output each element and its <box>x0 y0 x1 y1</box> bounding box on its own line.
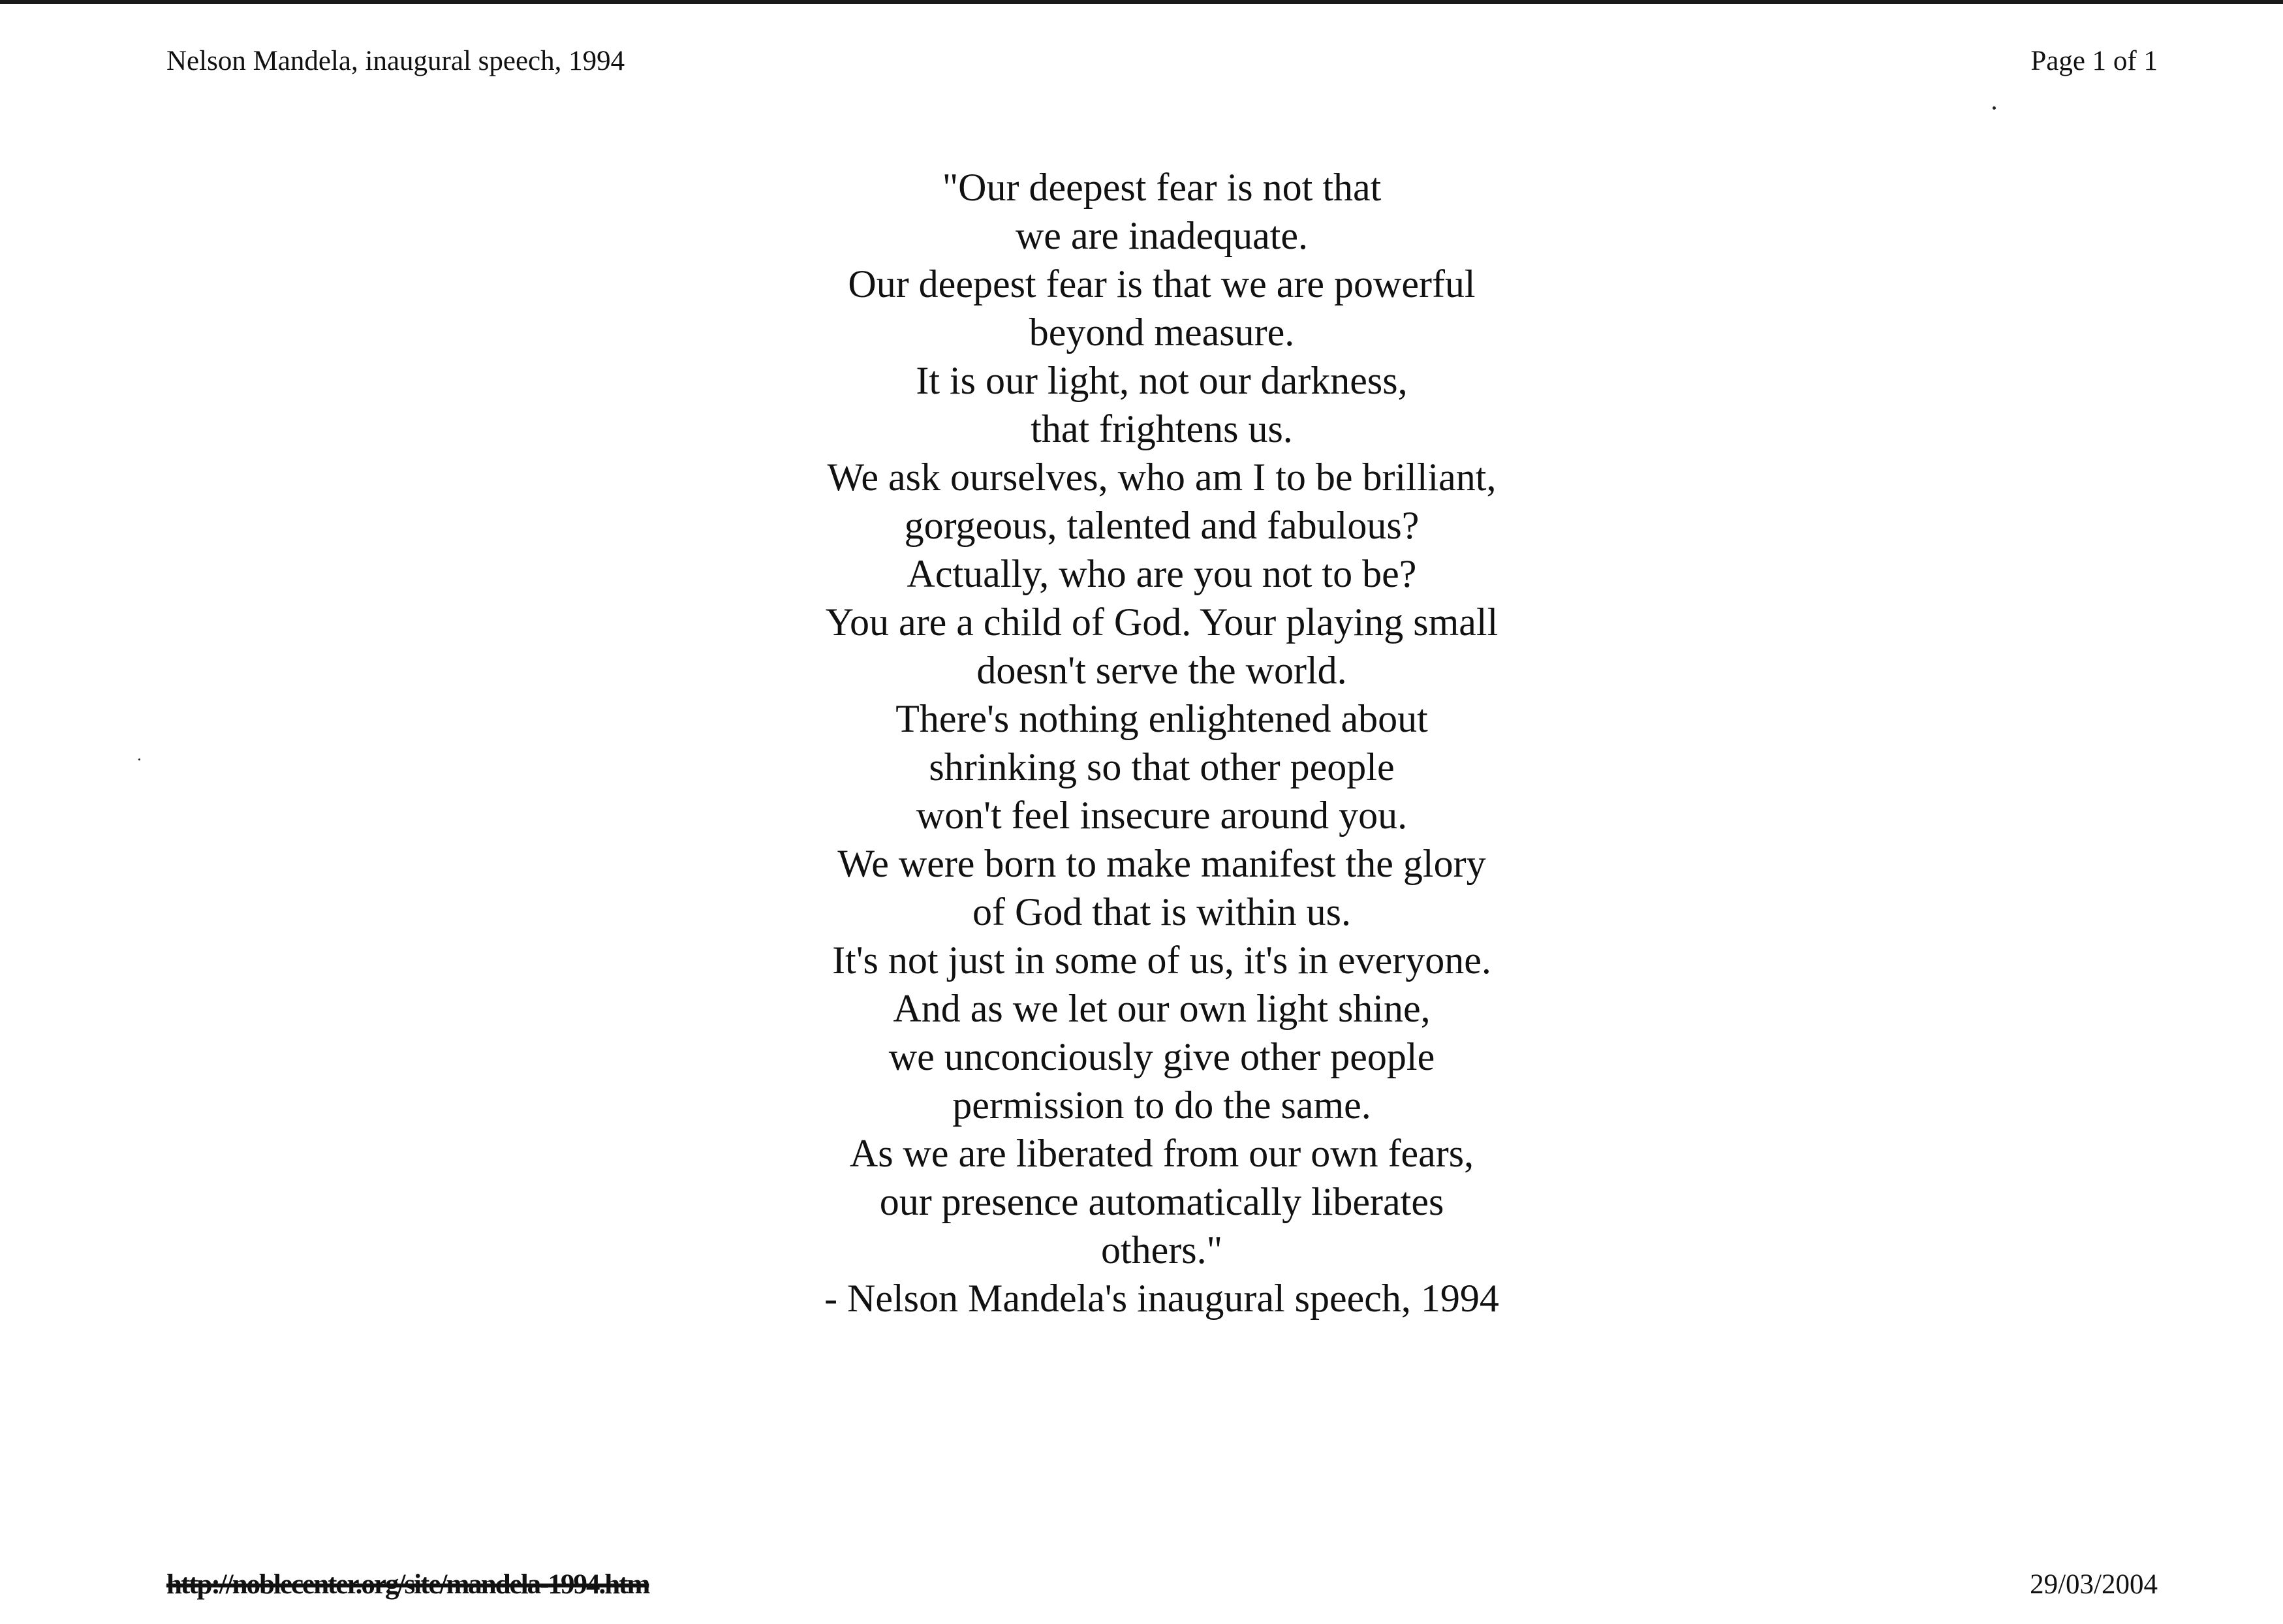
quote-line: As we are liberated from our own fears, <box>849 1132 1474 1175</box>
quote-line: gorgeous, talented and fabulous? <box>904 504 1420 547</box>
quote-line: that frightens us. <box>1031 407 1293 450</box>
top-border <box>0 0 2283 4</box>
scan-speck <box>1993 106 1996 110</box>
quote-attribution: - Nelson Mandela's inaugural speech, 1994 <box>824 1277 1499 1320</box>
quote-line: won't feel insecure around you. <box>916 794 1408 837</box>
quote-line: We ask ourselves, who am I to be brilliant, <box>827 456 1497 499</box>
quote-line: And as we let our own light shine, <box>893 987 1431 1030</box>
quote-line: permission to do the same. <box>952 1084 1371 1127</box>
quote-line: of God that is within us. <box>972 890 1351 933</box>
quote-line: others." <box>1100 1228 1223 1272</box>
quote-line: Our deepest fear is that we are powerful <box>848 262 1476 305</box>
quote-line: "Our deepest fear is not that <box>942 166 1382 209</box>
quote-line: We were born to make manifest the glory <box>837 842 1486 885</box>
scan-speck <box>138 758 140 760</box>
quote-line: You are a child of God. Your playing small <box>825 601 1499 644</box>
quote-line: beyond measure. <box>1029 311 1295 354</box>
quote-line: Actually, who are you not to be? <box>907 552 1417 595</box>
quote-line: doesn't serve the world. <box>976 649 1347 692</box>
quote-line: our presence automatically liberates <box>879 1180 1444 1223</box>
print-date: 29/03/2004 <box>2030 1569 2158 1600</box>
page-number: Page 1 of 1 <box>2030 46 2158 76</box>
source-url: http://noblecenter.org/site/mandela-1994.htm <box>166 1569 649 1600</box>
quote-line: we are inadequate. <box>1015 214 1309 257</box>
header-title: Nelson Mandela, inaugural speech, 1994 <box>166 46 625 76</box>
quote-line: There's nothing enlightened about <box>895 697 1428 740</box>
quote-line: shrinking so that other people <box>929 745 1395 789</box>
quote-line: It's not just in some of us, it's in everyone. <box>832 939 1491 982</box>
quote-block <box>0 163 2283 1322</box>
quote-line: It is our light, not our darkness, <box>916 359 1408 402</box>
quote-line: we unconciously give other people <box>888 1035 1435 1078</box>
